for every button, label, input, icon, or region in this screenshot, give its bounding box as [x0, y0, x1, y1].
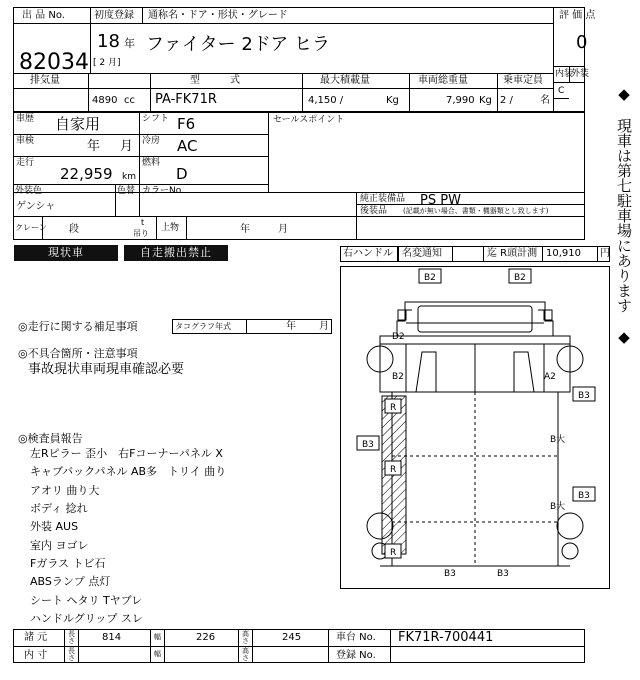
mileage-value: 22,959: [60, 165, 113, 183]
inspector-line: Fガラス トビ石: [30, 557, 106, 570]
height-value: 245: [282, 632, 302, 643]
inspector-line: 室内 ヨゴレ: [30, 539, 89, 552]
max-load-value: 4,150 /: [308, 95, 344, 106]
mark-r-upper: R: [390, 403, 397, 413]
inspector-line: シート ヘタリ Tヤブレ: [30, 594, 143, 607]
crane-hoist: 吊り: [133, 229, 149, 238]
capacity-value: 2 /: [500, 95, 513, 106]
mark-a2: A2: [544, 372, 556, 382]
odometer-value: 10,910: [546, 248, 581, 259]
equipment-value: PS PW: [420, 193, 461, 208]
displacement-unit: cc: [124, 95, 135, 106]
model-code: PA-FK71R: [155, 92, 217, 107]
gross-weight-value: 7,990: [446, 95, 475, 106]
interior-grade: C: [558, 86, 565, 96]
defects-text: 事故現状車両現車確認必要: [28, 362, 185, 377]
inspector-title: ◎検査員報告: [18, 432, 83, 445]
inspector-line: キャブバックパネル AB多 トリイ 曲り: [30, 465, 227, 478]
gross-weight-label: 車両総重量: [418, 75, 468, 86]
inner-dims-label: 内 寸: [24, 650, 48, 661]
capacity-unit: 名: [540, 95, 550, 106]
inspector-line: ハンドルグリップ スレ: [30, 612, 143, 625]
currency-label: 円: [600, 248, 610, 259]
interior-label: 内装: [555, 69, 574, 79]
score-label: 評 価 点: [559, 10, 596, 21]
first-reg-year: 18: [97, 31, 120, 52]
inner-length-label: 長さ: [68, 647, 75, 662]
displacement-label: 排気量: [30, 75, 60, 86]
side-banner: ◆ 現車は第七駐車場にあります ◆: [615, 84, 633, 346]
mark-b3-bottom-right: B3: [497, 569, 509, 579]
lot-label: 出 品 No.: [22, 10, 65, 21]
supplement-title: ◎走行に関する補足事項: [18, 320, 138, 333]
max-load-label: 最大積載量: [320, 75, 370, 86]
mark-b2-top-left: B2: [424, 273, 436, 283]
chassis-value: FK71R-700441: [398, 630, 494, 645]
first-reg-month: [ 2 月]: [93, 58, 121, 68]
mark-b-large-lower: B大: [550, 502, 566, 512]
retrofit-label: 後装品: [360, 206, 388, 216]
model-type-label: 型 式: [190, 75, 240, 86]
crane-label: クレーン: [15, 223, 47, 232]
score-value: 0: [576, 32, 588, 53]
tachograph-label: タコグラフ年式: [175, 322, 231, 331]
mark-b3-right-upper: B3: [578, 391, 590, 401]
model-name: ファイター 2ドア ヒラ: [146, 34, 330, 55]
name-change-label: 名変通知: [402, 248, 442, 259]
color-code-label: カラーNo.: [142, 186, 184, 196]
steering-side: 右ハンドル: [343, 248, 393, 259]
inspection-year: 年: [87, 139, 101, 154]
truck-diagram: [340, 266, 610, 589]
self-drive-ban-badge: 自走搬出禁止: [124, 245, 228, 261]
inspector-line: アオリ 曲り大: [30, 484, 100, 497]
mark-b-large-upper: B大: [550, 435, 566, 445]
history-value: 自家用: [55, 115, 101, 133]
inspector-line: 左Rピラー 歪小 右Fコーナーパネル X: [30, 447, 223, 460]
chassis-label: 車台 No.: [336, 632, 376, 643]
mark-d2: D2: [392, 332, 405, 342]
model-name-label: 通称名・ドア・形状・グレード: [148, 10, 288, 21]
width-label: 幅: [154, 633, 161, 641]
equipment-label: 純正装備品: [360, 194, 406, 204]
width-value: 226: [196, 632, 216, 643]
capacity-label: 乗車定員: [503, 75, 543, 86]
displacement-value: 4890: [92, 95, 118, 106]
shift-value: F6: [177, 115, 196, 133]
shift-label: シフト: [142, 114, 170, 124]
mark-b3-right-lower: B3: [578, 491, 590, 501]
dims-label: 諸 元: [24, 632, 48, 643]
exterior-label: 外装: [571, 69, 590, 79]
fuel-label: 燃料: [142, 158, 161, 168]
mileage-unit: km: [122, 172, 136, 182]
mileage-label: 走行: [16, 158, 35, 168]
tacho-month: 月: [319, 321, 329, 332]
ext-color-value: ゲンシャ: [16, 201, 56, 212]
mark-b3-bottom-left: B3: [444, 569, 456, 579]
mark-r-middle: R: [390, 465, 397, 475]
defects-title: ◎不具合箇所・注意事項: [18, 347, 138, 360]
inspection-month: 月: [120, 139, 134, 154]
tacho-year: 年: [286, 321, 296, 332]
first-reg-label: 初度登録: [94, 10, 134, 21]
fuel-value: D: [176, 165, 188, 183]
history-label: 車歴: [16, 114, 35, 124]
max-load-unit: Kg: [386, 95, 399, 106]
color-change-label: 色替: [117, 186, 136, 196]
ac-label: 冷房: [142, 136, 161, 146]
odometer-label: 迄 R頭計測: [487, 248, 538, 259]
sales-point-label: セールスポイント: [273, 115, 345, 125]
mark-b3-left: B3: [362, 440, 374, 450]
ext-color-label: 外装色: [15, 186, 43, 196]
inspector-line: ABSランプ 点灯: [30, 575, 111, 588]
retrofit-note: (記載が無い場合、書類・機器類とし致します): [403, 207, 549, 215]
crane-steps: 段: [69, 224, 79, 235]
body-install-year: 年: [240, 224, 250, 235]
body-install-label: 上物: [161, 223, 180, 233]
inner-width-label: 幅: [154, 650, 161, 658]
length-value: 814: [102, 632, 122, 643]
body-install-month: 月: [278, 224, 288, 235]
ac-value: AC: [177, 137, 198, 155]
inspector-line: 外装 AUS: [30, 520, 79, 533]
height-label: 高さ: [242, 630, 249, 645]
length-label: 長さ: [68, 630, 75, 645]
current-state-badge: 現状車: [14, 245, 118, 261]
inspection-label: 車検: [16, 136, 35, 146]
inspector-line: ボディ 捻れ: [30, 502, 88, 515]
mark-b2-cab: B2: [392, 372, 404, 382]
crane-ton: t: [141, 218, 145, 227]
mark-r-lower: R: [390, 548, 397, 558]
lot-number: 82034: [19, 50, 89, 75]
gross-weight-unit: Kg: [479, 95, 492, 106]
inner-height-label: 高さ: [242, 647, 249, 662]
first-reg-year-unit: 年: [124, 37, 135, 50]
registration-label: 登録 No.: [336, 650, 376, 661]
mark-b2-top-right: B2: [514, 273, 526, 283]
